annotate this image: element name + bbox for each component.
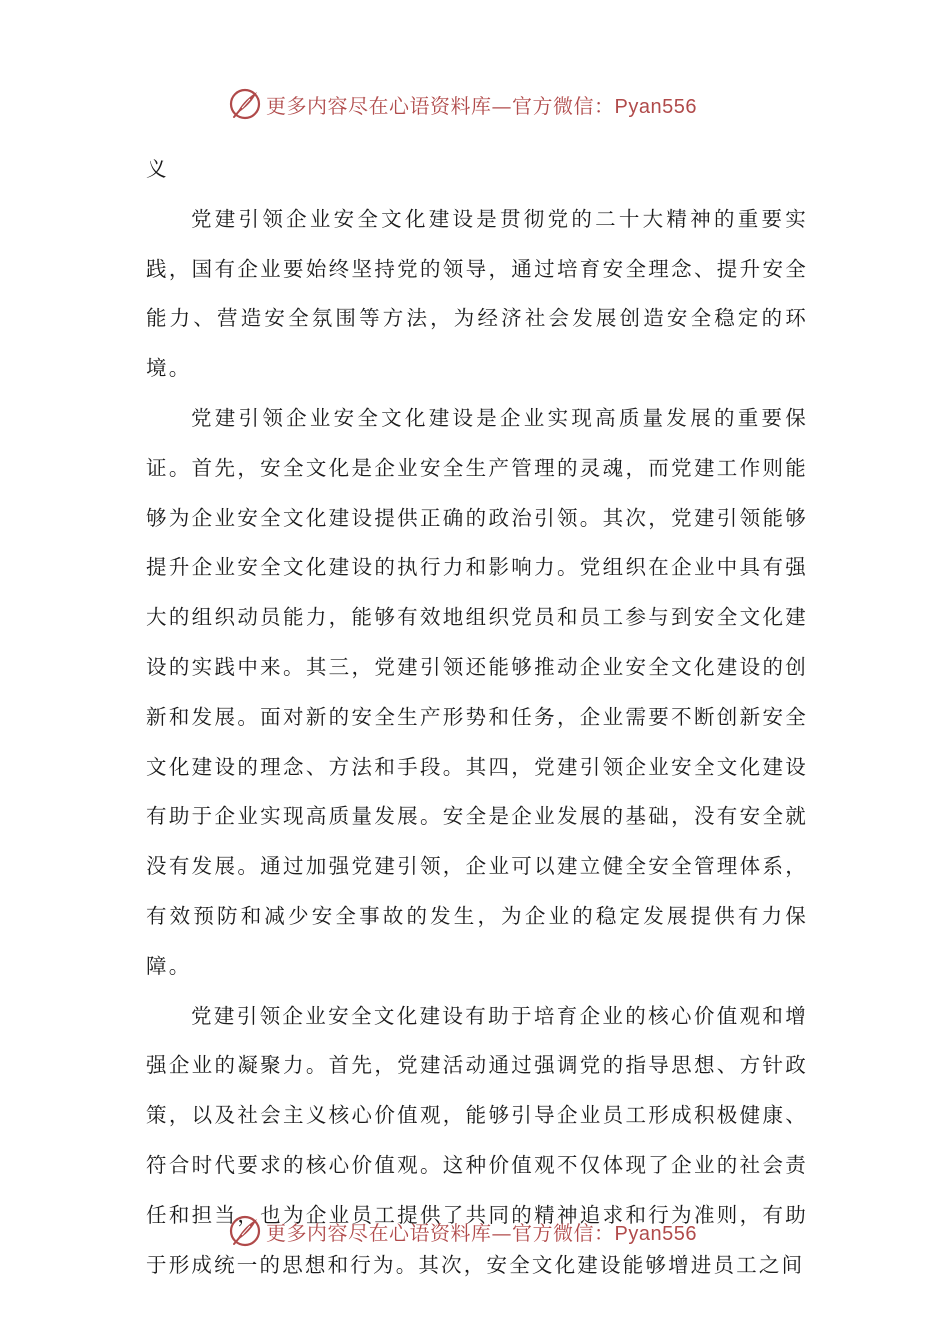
feather-pen-icon <box>228 87 262 121</box>
footer-watermark <box>228 1213 697 1249</box>
header-watermark <box>228 86 697 122</box>
watermark-text: 更多内容尽在心语资料库—官方微信：Pyan556 <box>266 1220 697 1245</box>
document-body <box>146 145 808 1290</box>
paragraph-continuation: 义 <box>146 157 169 181</box>
paragraph: 党建引领企业安全文化建设是贯彻党的二十大精神的重要实践，国有企业要始终坚持党的领导，通过培育安全理念、提升安全能力、营造安全氛围等方法，为经济社会发展创造安全稳定的环境。 <box>146 206 808 381</box>
paragraph: 党建引领企业安全文化建设是企业实现高质量发展的重要保证。首先，安全文化是企业安全生产管理的灵魂，而党建工作则能够为企业安全文化建设提供正确的政治引领。其次，党建引领能够提升企业安全文化建设的执行力和影响力。党组织在企业中具有强大的组织动员能力，能够有效地组织党员和员工参与到安全文化建设的实践中来。其三，党建引领还能够推动企业安全文化建设的创新和发展。面对新的安全生产形势和任务，企业需要不断创新安全文化建设的理念、方法和手段。其四，党建引领企业安全文化建设有助于企业实现高质量发展。安全是企业发展的基础，没有安全就没有发展。通过加强党建引领，企业可以建立健全安全管理体系，有效预防和减少安全事故的发生，为企业的稳定发展提供有力保障。 <box>146 405 808 978</box>
watermark-text: 更多内容尽在心语资料库—官方微信：Pyan556 <box>266 93 697 118</box>
feather-pen-icon <box>228 1214 262 1248</box>
paragraph: 党建引领企业安全文化建设有助于培育企业的核心价值观和增强企业的凝聚力。首先，党建活动通过强调党的指导思想、方针政策，以及社会主义核心价值观，能够引导企业员工形成积极健康、符合时代要求的核心价值观。这种价值观不仅体现了企业的社会责任和担当，也为企业员工提供了共同的精神追求和行为准则，有助于形成统一的思想和行为。其次，安全文化建设能够增进员工之间 <box>146 1003 808 1277</box>
